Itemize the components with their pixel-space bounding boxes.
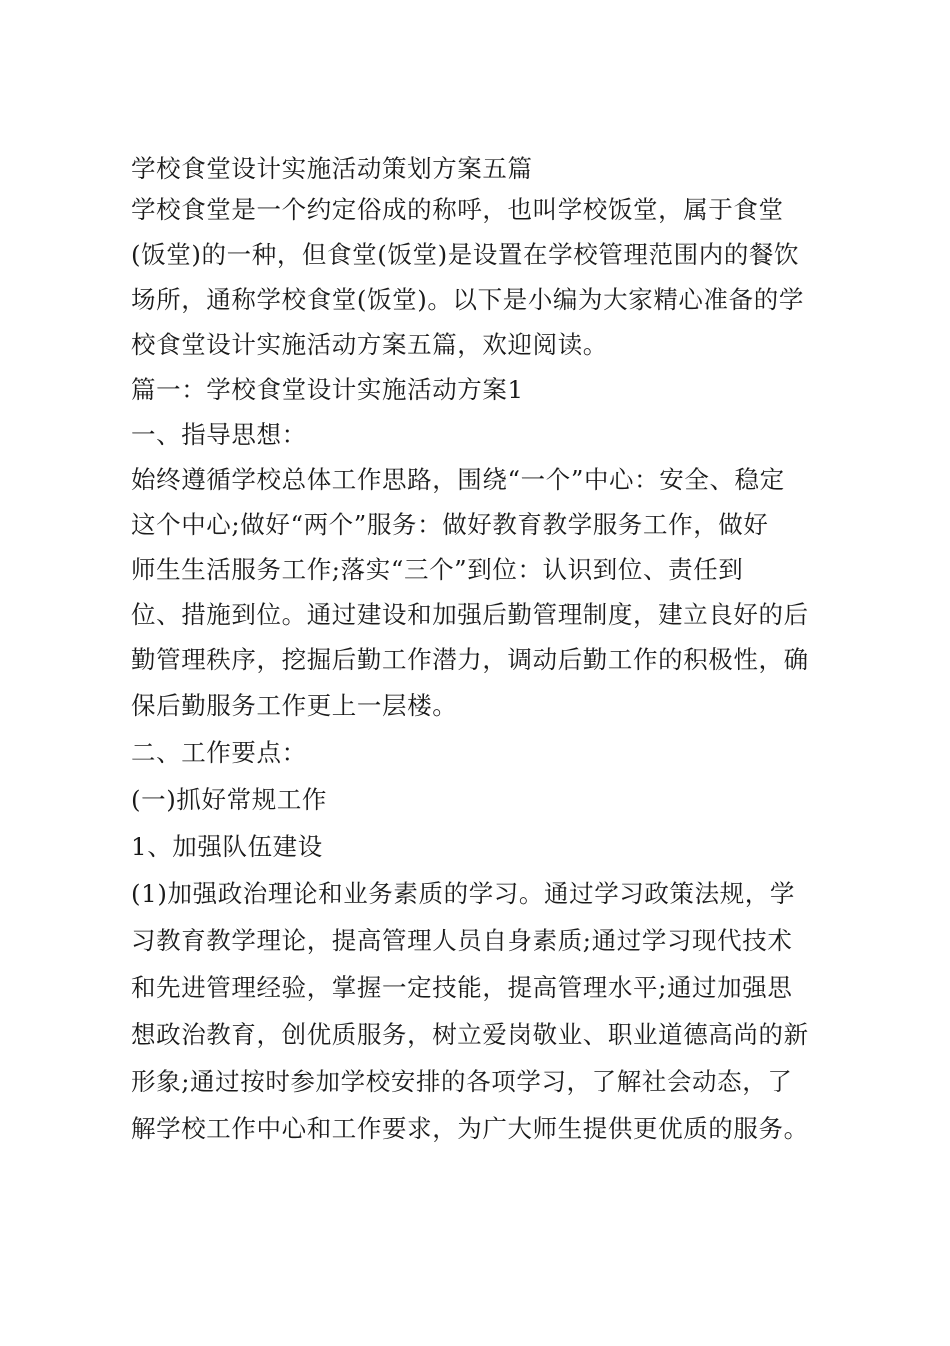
intro-line-2: (饭堂)的一种，但食堂(饭堂)是设置在学校管理范围内的餐饮 (131, 240, 800, 269)
intro-line-3: 场所，通称学校食堂(饭堂)。以下是小编为大家精心准备的学 (131, 285, 804, 314)
paragraph-line: 习教育教学理论，提高管理人员自身素质;通过学习现代技术 (131, 926, 793, 955)
paragraph-line: 形象;通过按时参加学校安排的各项学习，了解社会动态，了 (131, 1067, 793, 1096)
paragraph-line: 保后勤服务工作更上一层楼。 (131, 691, 458, 720)
paragraph-line: (1)加强政治理论和业务素质的学习。通过学习政策法规，学 (131, 879, 796, 908)
section-heading-part-one: 篇一：学校食堂设计实施活动方案1 (131, 375, 524, 404)
paragraph-line: 始终遵循学校总体工作思路，围绕“一个”中心：安全、稳定 (131, 465, 785, 494)
heading-work-points: 二、工作要点： (131, 738, 307, 767)
heading-guiding-ideology: 一、指导思想： (131, 420, 307, 449)
paragraph-line: 和先进管理经验，掌握一定技能，提高管理水平;通过加强思 (131, 973, 793, 1002)
paragraph-line: 勤管理秩序，挖掘后勤工作潜力，调动后勤工作的积极性，确 (131, 645, 809, 674)
document-title: 学校食堂设计实施活动策划方案五篇 (131, 154, 533, 183)
subheading-routine-work: (一)抓好常规工作 (131, 785, 328, 814)
paragraph-line: 师生生活服务工作;落实“三个”到位：认识到位、责任到 (131, 555, 744, 584)
subheading-team-building: 1、加强队伍建设 (131, 832, 323, 861)
paragraph-line: 想政治教育，创优质服务，树立爱岗敬业、职业道德高尚的新 (131, 1020, 809, 1049)
intro-line-4: 校食堂设计实施活动方案五篇，欢迎阅读。 (131, 330, 608, 359)
paragraph-line: 这个中心;做好“两个”服务：做好教育教学服务工作，做好 (131, 510, 769, 539)
intro-line-1: 学校食堂是一个约定俗成的称呼，也叫学校饭堂，属于食堂 (131, 195, 784, 224)
paragraph-line: 解学校工作中心和工作要求，为广大师生提供更优质的服务。 (131, 1114, 809, 1143)
paragraph-line: 位、措施到位。通过建设和加强后勤管理制度，建立良好的后 (131, 600, 809, 629)
document-body (131, 150, 831, 1152)
